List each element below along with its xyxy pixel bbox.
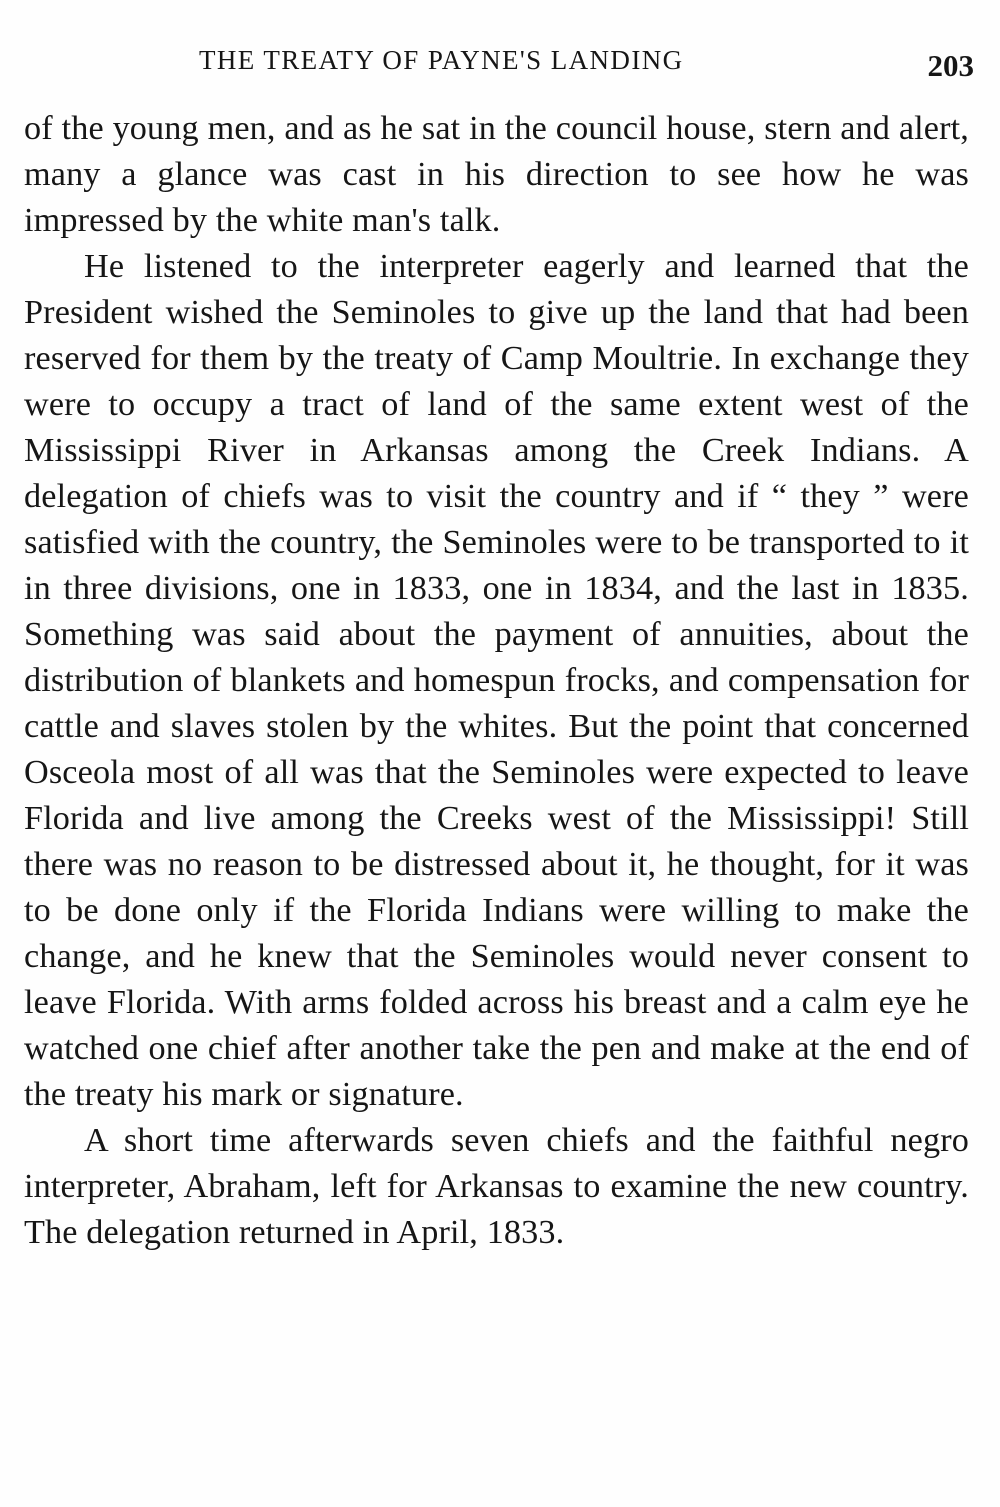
paragraph-delegation: A short time afterwards seven chiefs and the faithful negro interpreter, Abraham, left for Arkansas to examine the new country. The delegation returned in April, 1833. (24, 1122, 969, 1251)
running-head (24, 40, 974, 83)
page-number: 203 (927, 48, 974, 83)
body-text (24, 106, 969, 1256)
paragraph-continued: of the young men, and as he sat in the council house, stern and alert, many a glance was cast in his direction to see how he was impressed by the white man's talk. (24, 110, 969, 239)
running-title: THE TREATY OF PAYNE'S LANDING (199, 45, 684, 75)
paragraph-treaty-terms: He listened to the interpreter eagerly and learned that the President wished the Seminoles to give up the land that had been reserved for them by the treaty of Camp Moultrie. In exchange they were to occupy a tract of land of the same extent west of the Mississippi River in Arkansas among the Creek Indians. A delegation of chiefs was to visit the country and if “ they ” were satisfied with the country, the Seminoles were to be transported to it in three divisions, one in 1833, one in 1834, and the last in 1835. Something was said about the payment of annuities, about the distribution of blankets and homespun frocks, and compensation for cattle and slaves stolen by the whites. But the point that concerned Osceola most of all was that the Seminoles were expected to leave Florida and live among the Creeks west of the Mississippi! Still there was no reason to be distressed about it, he thought, for it was to be done only if the Florida Indians were willing to make the change, and he knew that the Seminoles would never consent to leave Florida. With arms folded across his breast and a calm eye he watched one chief after another take the pen and make at the end of the treaty his mark or signature. (24, 248, 969, 1113)
